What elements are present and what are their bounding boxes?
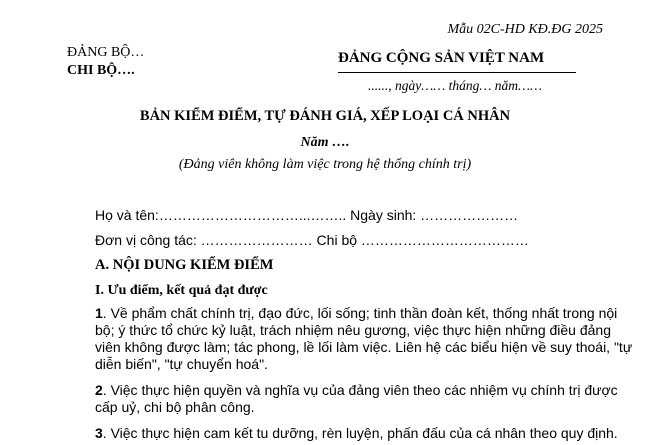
unit-cell-field: Đơn vị công tác: …………………… Chi bộ ……………………………… [95, 232, 529, 248]
document-year: Năm …. [300, 135, 350, 150]
section-a-heading: A. NỘI DUNG KIỂM ĐIỂM [95, 257, 274, 273]
section-i-heading: I. Ưu điểm, kết quả đạt được [95, 283, 268, 298]
item-number: 1 [95, 305, 103, 321]
list-item [95, 382, 635, 416]
party-cell-label: CHI BỘ…. [67, 63, 135, 78]
party-committee-label: ĐẢNG BỘ… [67, 45, 145, 60]
item-number: 3 [95, 425, 103, 441]
document-title: BẢN KIỂM ĐIỂM, TỰ ĐÁNH GIÁ, XẾP LOẠI CÁ NHÂN [139, 108, 511, 124]
date-line: ......, ngày…… tháng… năm…… [368, 78, 543, 93]
party-name-heading: ĐẢNG CỘNG SẢN VIỆT NAM [338, 50, 545, 66]
item-number: 2 [95, 382, 103, 398]
item-text: . Về phẩm chất chính trị, đạo đức, lối sống; tinh thần đoàn kết, thống nhất trong nội bộ; ý thức tổ chức kỷ luật, trách nhiệm nêu gương, việc thực hiện những điều đảng viên không được làm; tác phong, lề lối làm việc. Liên hệ các biểu hiện về suy thoái, "tự diễn biến", "tự chuyển hoá". [95, 305, 633, 372]
document-note: (Đảng viên không làm việc trong hệ thống chính trị) [178, 157, 472, 172]
header-underline [338, 72, 576, 73]
name-birthdate-field: Họ và tên:…………………………...…….. Ngày sinh: ………………… [95, 207, 519, 223]
item-text: . Việc thực hiện quyền và nghĩa vụ của đảng viên theo các nhiệm vụ chính trị được cấp uỷ, chi bộ phân công. [95, 382, 618, 415]
item-text: . Việc thực hiện cam kết tu dưỡng, rèn luyện, phấn đấu của cá nhân theo quy định. [102, 425, 618, 441]
form-code: Mẫu 02C-HD KĐ.ĐG 2025 [447, 22, 603, 37]
list-item [95, 305, 635, 373]
list-item [95, 425, 635, 442]
